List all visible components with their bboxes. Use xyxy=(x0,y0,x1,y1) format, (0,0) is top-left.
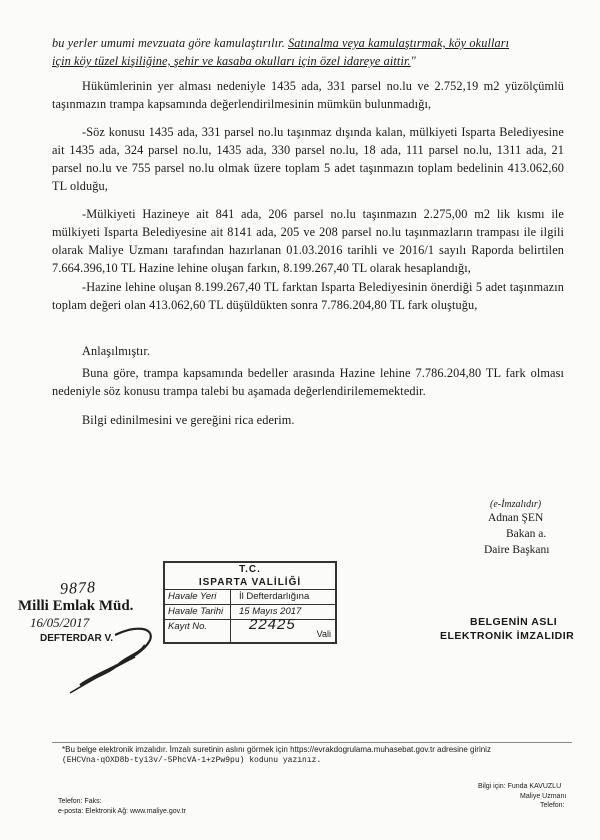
body-line-2-underlined: için köy tüzel kişiliğine, şehir ve kasaba okulları için özel idareye aittir. xyxy=(52,54,411,68)
body-line-1-underlined: Satınalma veya kamulaştırmak, köy okulları xyxy=(288,36,510,50)
stamp-row-key: Havale Tarihi xyxy=(165,605,231,619)
footer-note-1: *Bu belge elektronik imzalıdır. İmzalı suretinin aslını görmek için https://evrakdogrulama.muhasebat.gov.tr adresine giriniz xyxy=(62,745,491,754)
paragraph-3: -Mülkiyeti Hazineye ait 841 ada, 206 parsel no.lu taşınmazın 2.275,00 m2 lik kısmı ile mülkiyeti Isparta Belediyesine ait 8141 ada, 205 ve 208 parsel no.lu taşınmazların trampası ile ilgili olarak Maliye Uzmanı tarafından hazırlanan 01.03.2016 tarihli ve 2016/1 sayılı Raporda belirtilen 7.664.396,10 TL Hazine lehine oluşan farkın, 8.199.267,40 TL olarak hesaplandığı, xyxy=(52,207,564,275)
paragraph-1: Hükümlerinin yer alması nedeniyle 1435 ada, 331 parsel no.lu ve 2.752,19 m2 yüzölçümlü taşınmazın trampa kapsamında değerlendirilmesinin mümkün bulunmadığı, xyxy=(52,79,564,111)
stamp-row-value xyxy=(231,616,335,642)
footer-contact-left-1: Telefon: Faks: xyxy=(58,798,102,805)
stamp-row-value: 15 Mayıs 2017 xyxy=(239,606,302,617)
paragraph-5: Anlaşılmıştır. xyxy=(82,344,151,358)
defterdar-label: DEFTERDAR V. xyxy=(40,633,113,644)
stamp-registration-number: 22425 xyxy=(249,616,296,633)
stamp-sign-label: Vali xyxy=(316,629,331,639)
signature-name: Adnan ŞEN xyxy=(488,512,544,524)
signature-title-1: Bakan a. xyxy=(506,528,547,540)
paragraph-2: -Söz konusu 1435 ada, 331 parsel no.lu taşınmaz dışında kalan, mülkiyeti Isparta Belediyesine ait 1435 ada, 324 parsel no.lu, 1435 ada, 330 parsel no.lu, 18 ada, 111 parsel no.lu, 1311 ada, 21 parsel no.lu ve 755 parsel no.lu olmak üzere toplam 5 adet taşınmazın toplam bedelinin 413.062,60 TL olduğu, xyxy=(52,125,564,193)
footer-contact-right-3: Telefon: xyxy=(540,802,565,809)
stamp-line-2: ISPARTA VALİLİĞİ xyxy=(198,577,302,588)
body-line-2-quote: " xyxy=(410,54,416,68)
handwritten-signature xyxy=(60,615,170,695)
footer-contact-left-2: e-posta: Elektronik Ağ: www.maliye.gov.tr xyxy=(58,808,186,815)
body-line-1-plain: bu yerler umumi mevzuata göre kamulaştırılır. xyxy=(52,36,289,50)
eseal-line-1: BELGENİN ASLI xyxy=(470,616,558,628)
stamp-row xyxy=(165,590,335,605)
footer-note-2: (EHCVna-qOXD8b-tyi3v/-5PhcVA-1+zPw9pu) kodunu yazınız. xyxy=(62,756,322,765)
paragraph-7: Bilgi edinilmesini ve gereğini rica ederim. xyxy=(82,413,295,427)
body-line-2 xyxy=(52,52,572,70)
stamp-row-value: İl Defterdarlığına xyxy=(239,591,310,602)
stamp-row-key: Kayıt No. xyxy=(165,620,231,642)
footer-contact-right-1: Bilgi için: Funda KAVUZLU xyxy=(478,783,562,790)
stamp-row-key: Havale Yeri xyxy=(165,590,231,604)
registration-stamp xyxy=(163,561,337,644)
eseal-line-2: ELEKTRONİK İMZALIDIR xyxy=(440,630,575,642)
signature-note: (e-İmzalıdır) xyxy=(490,499,542,510)
stamp-row xyxy=(165,616,335,642)
paragraph-4: -Hazine lehine oluşan 8.199.267,40 TL farktan Isparta Belediyesinin önerdiği 5 adet taşınmazın toplam değeri olan 413.062,60 TL düşüldükten sonra 7.786.204,80 TL fark oluştuğu, xyxy=(52,280,564,312)
paragraph-6: Buna göre, trampa kapsamında bedeller arasında Hazine lehine 7.786.204,80 TL fark olması nedeniyle söz konusu trampa talebi bu aşamada değerlendirilememektedir. xyxy=(52,366,564,398)
footer-divider xyxy=(52,742,572,743)
handwritten-date: 16/05/2017 xyxy=(30,615,90,630)
stamp-line-1: T.C. xyxy=(239,564,261,575)
handwritten-number: 9878 xyxy=(59,579,97,598)
office-stamp: Milli Emlak Müd. xyxy=(18,598,134,614)
body-line-1 xyxy=(52,34,572,52)
footer-contact-right-2: Maliye Uzmanı xyxy=(520,793,567,800)
stamp-header xyxy=(165,563,335,590)
signature-title-2: Daire Başkanı xyxy=(484,544,550,556)
